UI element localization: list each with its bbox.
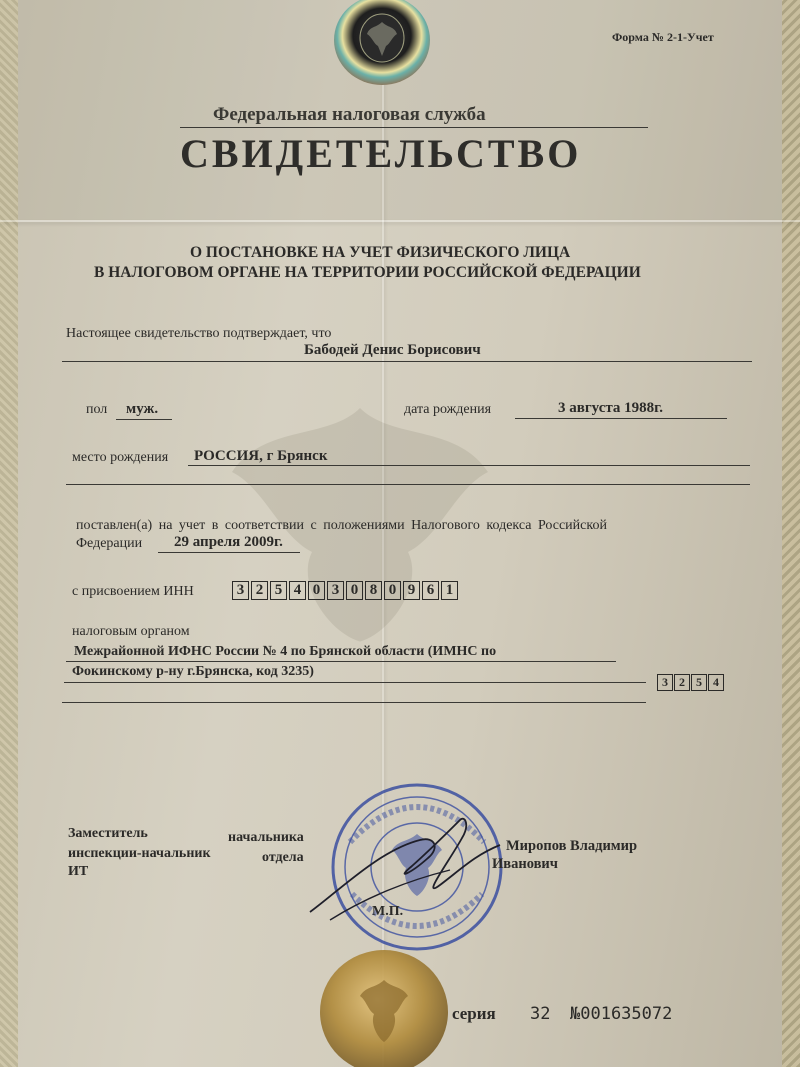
left-ornament-border <box>0 0 18 1067</box>
inn-digit: 3 <box>232 581 249 600</box>
form-number: Форма № 2-1-Учет <box>612 30 714 44</box>
full-name-line <box>62 361 752 362</box>
gold-seal-icon <box>318 940 450 1067</box>
inn-digit: 0 <box>346 581 363 600</box>
inn-boxes <box>232 581 460 600</box>
signer-name-1: Миропов Владимир <box>506 838 638 854</box>
sex-value: муж. <box>126 401 159 417</box>
inn-digit: 0 <box>384 581 401 600</box>
certificate-number: №001635072 <box>570 1004 673 1024</box>
birthplace-line <box>188 465 750 466</box>
sex-label: пол <box>86 402 108 417</box>
birthplace-label: место рождения <box>72 450 169 465</box>
authority-code-boxes <box>657 674 725 691</box>
authority-line-1-rule <box>66 661 616 662</box>
series-value: 32 <box>530 1004 551 1024</box>
series-label: серия <box>452 1004 496 1023</box>
signer-title-2a: инспекции-начальник <box>68 846 211 861</box>
dob-label: дата рождения <box>404 402 492 417</box>
signer-name-2: Иванович <box>492 856 558 872</box>
authority-code-digit: 2 <box>674 674 690 691</box>
subtitle-line-1: О ПОСТАНОВКЕ НА УЧЕТ ФИЗИЧЕСКОГО ЛИЦА <box>190 244 571 261</box>
document-title: СВИДЕТЕЛЬСТВО <box>180 131 582 176</box>
horizontal-fold-line <box>0 220 800 222</box>
authority-line-3-rule <box>62 702 646 703</box>
handwritten-signature-icon <box>300 800 520 930</box>
right-ornament-border <box>782 0 800 1067</box>
agency-name: Федеральная налоговая служба <box>213 104 486 125</box>
inn-digit: 4 <box>289 581 306 600</box>
authority-code-digit: 4 <box>708 674 724 691</box>
authority-line-2-rule <box>64 682 646 683</box>
inn-label: с присвоением ИНН <box>72 584 194 599</box>
dob-value: 3 августа 1988г. <box>558 400 664 416</box>
birthplace-line-2 <box>66 484 750 485</box>
registration-date: 29 апреля 2009г. <box>174 534 283 550</box>
authority-line-2: Фокинскому р-ну г.Брянска, код 3235) <box>72 664 314 679</box>
inn-digit: 5 <box>270 581 287 600</box>
inn-digit: 1 <box>441 581 458 600</box>
inn-digit: 2 <box>251 581 268 600</box>
registered-text-2: Федерации <box>76 536 143 551</box>
birthplace-value: РОССИЯ, г Брянск <box>194 448 328 464</box>
sex-line <box>116 419 172 420</box>
signer-title-3: ИТ <box>68 864 89 879</box>
signer-title-2b: отдела <box>262 850 304 865</box>
inn-digit: 6 <box>422 581 439 600</box>
subtitle-line-2: В НАЛОГОВОМ ОРГАНЕ НА ТЕРРИТОРИИ РОССИЙСКОЙ ФЕДЕРАЦИИ <box>94 264 641 281</box>
registration-date-line <box>158 552 300 553</box>
confirms-text: Настоящее свидетельство подтверждает, что <box>66 326 332 341</box>
registered-text-1: поставлен(а) на учет в соответствии с положениями Налогового кодекса Российской <box>76 518 607 533</box>
authority-code-digit: 5 <box>691 674 707 691</box>
inn-digit: 9 <box>403 581 420 600</box>
inn-digit: 3 <box>327 581 344 600</box>
dob-line <box>515 418 727 419</box>
hologram-emblem-icon <box>332 0 432 86</box>
inn-digit: 0 <box>308 581 325 600</box>
seal-place: М.П. <box>372 904 404 919</box>
authority-label: налоговым органом <box>72 624 190 639</box>
full-name: Бабодей Денис Борисович <box>304 342 481 358</box>
agency-underline <box>180 127 648 128</box>
signer-title-1b: начальника <box>228 830 304 845</box>
authority-line-1: Межрайонной ИФНС России № 4 по Брянской области (ИМНС по <box>74 644 497 659</box>
inn-digit: 8 <box>365 581 382 600</box>
authority-code-digit: 3 <box>657 674 673 691</box>
signer-title-1a: Заместитель <box>68 826 148 841</box>
